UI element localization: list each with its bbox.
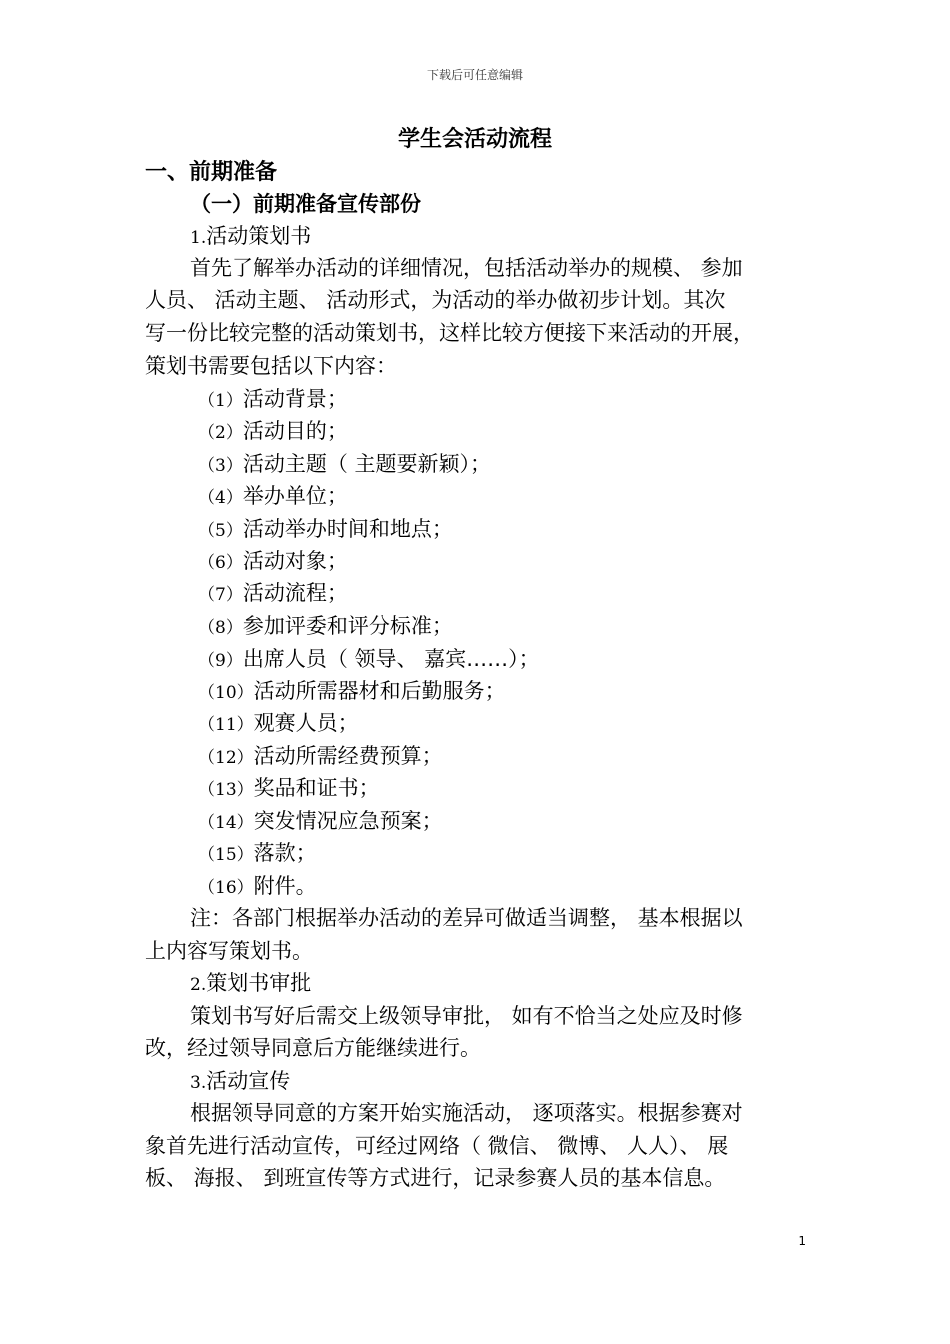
item-text: 参加评委和评分标准； xyxy=(242,614,453,638)
step-label: 活动策划书 xyxy=(206,224,312,248)
item-text: 观赛人员； xyxy=(253,711,359,735)
item-number: （1） xyxy=(198,391,243,411)
item-text: 活动流程； xyxy=(242,581,348,605)
item-text: 活动主题（ 主题要新颖）； xyxy=(242,452,492,476)
item-text: 活动对象； xyxy=(242,549,348,573)
item-text: 奖品和证书； xyxy=(253,776,380,800)
list-item xyxy=(198,448,491,482)
item-number: （6） xyxy=(198,553,243,573)
item-text: 活动所需经费预算； xyxy=(253,744,443,768)
step-number: 2. xyxy=(190,975,207,995)
paragraph-line: 策划书需要包括以下内容： xyxy=(145,354,397,378)
item-text: 出席人员（ 领导、 嘉宾……）； xyxy=(242,647,540,671)
paragraph-line: 改，经过领导同意后方能继续进行。 xyxy=(145,1036,481,1060)
subsection-heading: （一）前期准备宣传部份 xyxy=(190,192,421,216)
list-item xyxy=(198,707,359,741)
item-text: 活动所需器材和后勤服务； xyxy=(253,679,506,703)
item-number: （4） xyxy=(198,488,243,508)
note-line: 注：各部门根据举办活动的差异可做适当调整， 基本根据以 xyxy=(190,906,743,930)
item-number: （9） xyxy=(198,651,243,671)
list-item xyxy=(198,415,348,449)
list-item xyxy=(198,675,506,709)
list-item xyxy=(198,870,317,904)
step-heading xyxy=(190,1065,290,1099)
step-number: 1. xyxy=(190,228,207,248)
list-item xyxy=(198,383,348,417)
paragraph-line: 象首先进行活动宣传，可经过网络（ 微信、 微博、 人人）、 展 xyxy=(145,1134,729,1158)
item-text: 突发情况应急预案； xyxy=(253,809,443,833)
item-text: 举办单位； xyxy=(242,484,348,508)
paragraph-line: 策划书写好后需交上级领导审批， 如有不恰当之处应及时修 xyxy=(190,1004,743,1028)
list-item xyxy=(198,577,348,611)
item-text: 落款； xyxy=(253,841,317,865)
step-label: 策划书审批 xyxy=(206,971,312,995)
item-text: 附件。 xyxy=(253,874,317,898)
step-label: 活动宣传 xyxy=(206,1069,291,1093)
list-item xyxy=(198,740,443,774)
step-heading xyxy=(190,967,311,1001)
list-item xyxy=(198,610,453,644)
document-title: 学生会活动流程 xyxy=(397,127,552,152)
paragraph-line: 板、 海报、 到班宣传等方式进行，记录参赛人员的基本信息。 xyxy=(145,1166,726,1190)
list-item xyxy=(198,480,348,514)
step-number: 3. xyxy=(190,1073,207,1093)
list-item xyxy=(198,805,443,839)
item-text: 活动目的； xyxy=(242,419,348,443)
header-note: 下载后可任意编辑 xyxy=(426,68,523,82)
item-number: （3） xyxy=(198,456,243,476)
page-number: 1 xyxy=(798,1234,806,1248)
list-item xyxy=(198,545,348,579)
item-number: （11） xyxy=(198,715,254,735)
paragraph-line: 人员、 活动主题、 活动形式，为活动的举办做初步计划。其次 xyxy=(145,288,726,312)
item-number: （7） xyxy=(198,585,243,605)
list-item xyxy=(198,772,380,806)
item-number: （2） xyxy=(198,423,243,443)
item-number: （14） xyxy=(198,813,254,833)
item-number: （10） xyxy=(198,683,254,703)
paragraph-line: 首先了解举办活动的详细情况，包括活动举办的规模、 参加 xyxy=(190,256,743,280)
item-number: （5） xyxy=(198,521,243,541)
step-heading xyxy=(190,220,311,254)
list-item xyxy=(198,837,317,871)
section-heading: 一、前期准备 xyxy=(145,160,278,185)
note-line: 上内容写策划书。 xyxy=(145,939,313,963)
item-number: （12） xyxy=(198,748,254,768)
item-number: （15） xyxy=(198,845,254,865)
list-item xyxy=(198,513,453,547)
list-item xyxy=(198,643,540,677)
item-number: （13） xyxy=(198,780,254,800)
item-text: 活动举办时间和地点； xyxy=(242,517,453,541)
paragraph-line: 根据领导同意的方案开始实施活动， 逐项落实。根据参赛对 xyxy=(190,1101,743,1125)
item-text: 活动背景； xyxy=(242,387,348,411)
item-number: （8） xyxy=(198,618,243,638)
item-number: （16） xyxy=(198,878,254,898)
paragraph-line: 写一份比较完整的活动策划书，这样比较方便接下来活动的开展， xyxy=(145,321,754,345)
